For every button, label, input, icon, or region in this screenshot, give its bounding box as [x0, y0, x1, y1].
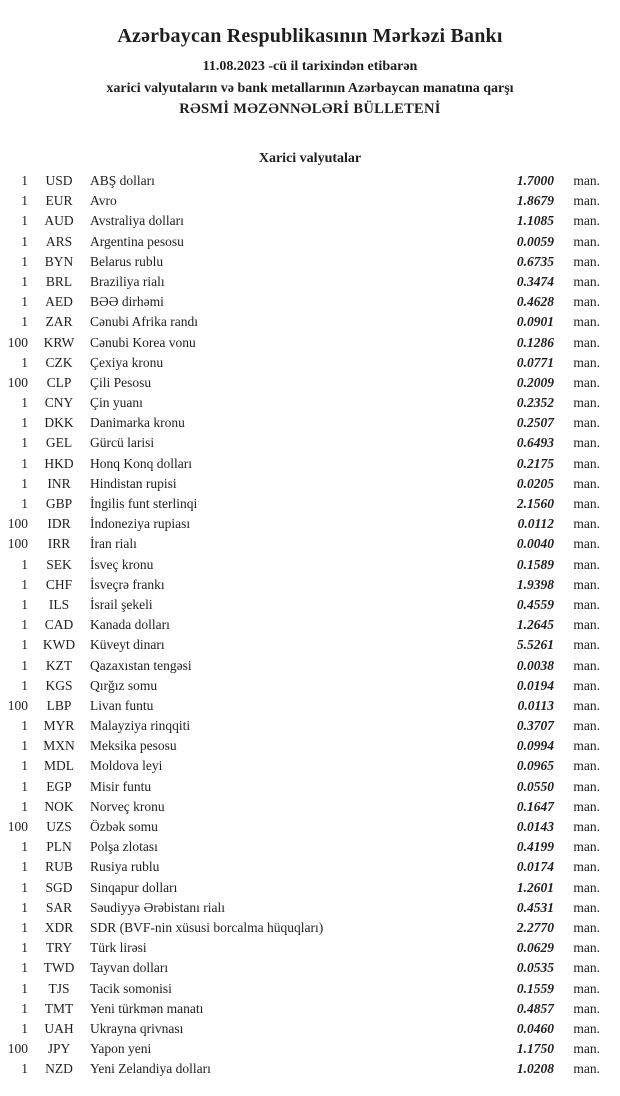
bank-name-title: Azərbaycan Respublikasının Mərkəzi Bankı — [117, 25, 503, 47]
rate-unit-cell: man. — [573, 576, 600, 592]
currency-name-cell: Avstraliya dolları — [90, 213, 184, 229]
quantity-cell: 1 — [21, 395, 28, 411]
currency-name-cell: SDR (BVF-nin xüsusi borcalma hüquqları) — [90, 919, 324, 935]
quantity-cell: 1 — [21, 556, 28, 572]
rate-value-cell: 0.0174 — [516, 859, 554, 875]
currency-code-cell: CAD — [44, 617, 74, 633]
rate-unit-cell: man. — [573, 415, 600, 431]
currency-code-cell: PLN — [46, 839, 72, 855]
rate-unit-cell: man. — [573, 536, 600, 552]
currency-name-cell: Polşa zlotası — [90, 839, 158, 855]
table-row — [0, 191, 620, 211]
rate-unit-cell: man. — [573, 899, 600, 915]
table-row — [0, 716, 620, 736]
currency-name-cell: Avro — [90, 193, 117, 209]
rate-unit-cell: man. — [573, 334, 600, 350]
quantity-cell: 100 — [7, 374, 28, 390]
table-row — [0, 635, 620, 655]
rate-value-cell: 0.0535 — [516, 960, 554, 976]
table-row — [0, 857, 620, 877]
rate-unit-cell: man. — [573, 819, 600, 834]
table-row — [0, 353, 620, 373]
quantity-cell: 1 — [21, 213, 28, 229]
currency-code-cell: UZS — [46, 819, 72, 834]
rate-unit-cell: man. — [573, 1020, 600, 1036]
currency-name-cell: Belarus rublu — [90, 253, 164, 269]
currency-code-cell: CNY — [44, 395, 74, 411]
quantity-cell: 1 — [21, 677, 28, 693]
quantity-cell: 1 — [21, 273, 28, 289]
currency-name-cell: Yeni Zelandiya dolları — [90, 1061, 211, 1077]
quantity-cell: 1 — [21, 637, 28, 653]
currency-name-cell: Argentina pesosu — [90, 233, 184, 249]
currency-name-cell: BƏƏ dirhəmi — [90, 294, 164, 310]
currency-name-cell: İsrail şekeli — [90, 596, 153, 612]
currency-code-cell: RUB — [45, 859, 73, 875]
currency-name-cell: Çili Pesosu — [90, 374, 152, 390]
rate-unit-cell: man. — [573, 697, 600, 713]
quantity-cell: 1 — [21, 455, 28, 471]
rate-value-cell: 0.0059 — [516, 233, 554, 249]
currency-name-cell: İndoneziya rupiası — [90, 516, 191, 532]
table-row — [0, 555, 620, 575]
rate-unit-cell: man. — [573, 455, 600, 471]
rate-value-cell: 0.0112 — [517, 516, 554, 532]
table-row — [0, 514, 620, 534]
table-row — [0, 454, 620, 474]
quantity-cell: 1 — [21, 1000, 28, 1016]
quantity-cell: 1 — [21, 253, 28, 269]
rate-unit-cell: man. — [573, 273, 600, 289]
rate-unit-cell: man. — [573, 596, 600, 612]
rate-value-cell: 1.8679 — [516, 193, 554, 209]
currency-code-cell: KRW — [43, 334, 75, 350]
currency-name-cell: Moldova leyi — [90, 758, 163, 774]
rate-unit-cell: man. — [573, 879, 600, 895]
section-title-foreign-currencies: Xarici valyutalar — [258, 151, 362, 166]
currency-name-cell: İran rialı — [90, 536, 137, 552]
rate-value-cell: 1.0208 — [516, 1061, 554, 1077]
currency-code-cell: HKD — [44, 455, 74, 471]
currency-name-cell: Səudiyyə Ərəbistanı rialı — [90, 899, 225, 915]
table-row — [0, 696, 620, 716]
rate-value-cell: 1.9398 — [516, 576, 554, 592]
rate-value-cell: 1.2645 — [516, 617, 554, 633]
table-row — [0, 979, 620, 999]
rate-unit-cell: man. — [573, 758, 600, 774]
table-row — [0, 433, 620, 453]
currency-code-cell: SEK — [46, 556, 72, 572]
currency-code-cell: USD — [45, 173, 73, 188]
currency-name-cell: Yapon yeni — [90, 1041, 152, 1057]
quantity-cell: 1 — [21, 919, 28, 935]
quantity-cell: 1 — [21, 738, 28, 754]
rate-value-cell: 0.3707 — [516, 718, 554, 734]
quantity-cell: 1 — [21, 173, 28, 188]
effective-date-line: 11.08.2023 -cü il tarixindən etibarən — [202, 59, 418, 74]
currency-name-cell: Çexiya kronu — [90, 354, 164, 370]
quantity-cell: 1 — [21, 980, 28, 996]
table-row — [0, 373, 620, 393]
currency-name-cell: Honq Konq dolları — [90, 455, 192, 471]
rate-value-cell: 0.6493 — [516, 435, 554, 451]
currency-name-cell: Kanada dolları — [90, 617, 170, 633]
rate-unit-cell: man. — [573, 253, 600, 269]
currency-code-cell: EGP — [46, 778, 72, 794]
quantity-cell: 1 — [21, 879, 28, 895]
currency-name-cell: İsveç kronu — [90, 556, 154, 572]
rate-value-cell: 0.0550 — [516, 778, 554, 794]
rate-unit-cell: man. — [573, 839, 600, 855]
rate-value-cell: 0.0629 — [516, 940, 554, 956]
rate-unit-cell: man. — [573, 233, 600, 249]
rate-unit-cell: man. — [573, 395, 600, 411]
currency-code-cell: TWD — [43, 960, 75, 976]
currency-name-cell: Misir funtu — [90, 778, 152, 794]
table-row — [0, 595, 620, 615]
quantity-cell: 1 — [21, 798, 28, 814]
table-row — [0, 575, 620, 595]
currency-code-cell: ARS — [45, 233, 73, 249]
currency-code-cell: BYN — [44, 253, 74, 269]
currency-name-cell: Çin yuanı — [90, 395, 143, 411]
rate-value-cell: 1.1085 — [516, 213, 554, 229]
quantity-cell: 1 — [21, 1061, 28, 1077]
rate-unit-cell: man. — [573, 354, 600, 370]
currency-name-cell: ABŞ dolları — [90, 173, 155, 188]
currency-code-cell: GBP — [45, 496, 73, 511]
quantity-cell: 100 — [7, 819, 28, 834]
rate-unit-cell: man. — [573, 1061, 600, 1077]
currency-name-cell: Tayvan dolları — [90, 960, 169, 976]
rate-unit-cell: man. — [573, 798, 600, 814]
rate-value-cell: 0.2175 — [516, 455, 554, 471]
table-row — [0, 999, 620, 1019]
quantity-cell: 100 — [7, 697, 28, 713]
table-row — [0, 474, 620, 494]
rate-value-cell: 2.2770 — [516, 919, 554, 935]
table-row — [0, 534, 620, 554]
currency-code-cell: AUD — [44, 213, 74, 229]
quantity-cell: 1 — [21, 859, 28, 875]
currency-code-cell: MDL — [44, 758, 74, 774]
rate-unit-cell: man. — [573, 677, 600, 693]
quantity-cell: 1 — [21, 496, 28, 511]
rate-unit-cell: man. — [573, 980, 600, 996]
rate-unit-cell: man. — [573, 556, 600, 572]
rate-value-cell: 0.1647 — [516, 798, 554, 814]
table-row — [0, 918, 620, 938]
currency-code-cell: CZK — [45, 354, 73, 370]
currency-code-cell: INR — [47, 475, 71, 491]
quantity-cell: 1 — [21, 899, 28, 915]
rate-unit-cell: man. — [573, 718, 600, 734]
currency-name-cell: Malayziya rinqqiti — [90, 718, 191, 734]
currency-code-cell: IRR — [47, 536, 71, 552]
currency-code-cell: TJS — [48, 980, 70, 996]
rate-value-cell: 0.0965 — [516, 758, 554, 774]
table-row — [0, 756, 620, 776]
rate-value-cell: 0.0113 — [517, 697, 554, 713]
rate-value-cell: 0.4628 — [516, 294, 554, 310]
rate-unit-cell: man. — [573, 435, 600, 451]
currency-code-cell: XDR — [44, 919, 74, 935]
rate-unit-cell: man. — [573, 738, 600, 754]
rate-value-cell: 0.0194 — [516, 677, 554, 693]
quantity-cell: 1 — [21, 233, 28, 249]
rate-value-cell: 0.0205 — [516, 475, 554, 491]
table-row — [0, 958, 620, 978]
rate-value-cell: 2.1560 — [516, 496, 554, 511]
currency-code-cell: LBP — [46, 697, 72, 713]
rate-unit-cell: man. — [573, 213, 600, 229]
rate-value-cell: 1.7000 — [516, 173, 554, 188]
quantity-cell: 1 — [21, 960, 28, 976]
rate-value-cell: 0.6735 — [516, 253, 554, 269]
currency-name-cell: Hindistan rupisi — [90, 475, 177, 491]
rate-unit-cell: man. — [573, 637, 600, 653]
rate-value-cell: 0.2507 — [516, 415, 554, 431]
rate-unit-cell: man. — [573, 919, 600, 935]
rate-value-cell: 1.1750 — [516, 1041, 554, 1057]
quantity-cell: 1 — [21, 940, 28, 956]
rate-unit-cell: man. — [573, 1041, 600, 1057]
currency-code-cell: ZAR — [45, 314, 73, 330]
rate-value-cell: 0.0040 — [516, 536, 554, 552]
currency-name-cell: Ukrayna qrivnası — [90, 1020, 184, 1036]
rate-value-cell: 0.4559 — [516, 596, 554, 612]
rate-unit-cell: man. — [573, 1000, 600, 1016]
rate-value-cell: 0.1286 — [516, 334, 554, 350]
rate-value-cell: 0.1559 — [516, 980, 554, 996]
currency-code-cell: TMT — [44, 1000, 74, 1016]
table-row — [0, 615, 620, 635]
quantity-cell: 1 — [21, 718, 28, 734]
rate-value-cell: 0.0038 — [516, 657, 554, 673]
rate-value-cell: 0.1589 — [516, 556, 554, 572]
currency-name-cell: Türk lirəsi — [90, 940, 147, 956]
currency-name-cell: Norveç kronu — [90, 798, 165, 814]
currency-code-cell: MYR — [43, 718, 75, 734]
rate-value-cell: 0.4857 — [516, 1000, 554, 1016]
currency-name-cell: Gürcü larisi — [90, 435, 155, 451]
currency-code-cell: DKK — [44, 415, 74, 431]
table-row — [0, 736, 620, 756]
quantity-cell: 1 — [21, 193, 28, 209]
rate-unit-cell: man. — [573, 173, 600, 188]
currency-name-cell: Qırğız somu — [90, 677, 158, 693]
table-row — [0, 292, 620, 312]
table-row — [0, 837, 620, 857]
currency-name-cell: İsveçrə frankı — [90, 576, 165, 592]
quantity-cell: 1 — [21, 576, 28, 592]
rate-value-cell: 1.2601 — [516, 879, 554, 895]
quantity-cell: 1 — [21, 314, 28, 330]
currency-code-cell: NZD — [45, 1061, 73, 1077]
currency-name-cell: Meksika pesosu — [90, 738, 177, 754]
currency-code-cell: UAH — [44, 1020, 74, 1036]
currency-name-cell: Sinqapur dolları — [90, 879, 178, 895]
exchange-rates-table — [0, 171, 620, 1079]
rate-unit-cell: man. — [573, 374, 600, 390]
table-row — [0, 817, 620, 837]
rate-value-cell: 5.5261 — [516, 637, 554, 653]
currency-code-cell: TRY — [45, 940, 73, 956]
quantity-cell: 100 — [7, 1041, 28, 1057]
currency-code-cell: JPY — [47, 1041, 71, 1057]
rate-value-cell: 0.0460 — [516, 1020, 554, 1036]
rate-unit-cell: man. — [573, 960, 600, 976]
table-row — [0, 333, 620, 353]
currency-name-cell: Danimarka kronu — [90, 415, 185, 431]
currency-name-cell: Özbək somu — [90, 819, 158, 834]
table-row — [0, 656, 620, 676]
subject-line: xarici valyutaların və bank metallarının Azərbaycan manatına qarşı — [106, 81, 514, 96]
quantity-cell: 1 — [21, 839, 28, 855]
quantity-cell: 1 — [21, 294, 28, 310]
currency-code-cell: BRL — [45, 273, 73, 289]
quantity-cell: 1 — [21, 596, 28, 612]
rate-unit-cell: man. — [573, 859, 600, 875]
currency-name-cell: Livan funtu — [90, 697, 154, 713]
quantity-cell: 100 — [7, 516, 28, 532]
currency-code-cell: SGD — [45, 879, 73, 895]
quantity-cell: 1 — [21, 657, 28, 673]
currency-code-cell: KZT — [45, 657, 73, 673]
table-row — [0, 797, 620, 817]
table-row — [0, 878, 620, 898]
rate-unit-cell: man. — [573, 496, 600, 511]
currency-code-cell: SAR — [45, 899, 73, 915]
table-row — [0, 272, 620, 292]
table-row — [0, 171, 620, 191]
currency-name-cell: Braziliya rialı — [90, 273, 165, 289]
currency-code-cell: ILS — [48, 596, 70, 612]
table-row — [0, 777, 620, 797]
quantity-cell: 1 — [21, 1020, 28, 1036]
rate-value-cell: 0.0901 — [516, 314, 554, 330]
rate-unit-cell: man. — [573, 193, 600, 209]
quantity-cell: 100 — [7, 334, 28, 350]
quantity-cell: 1 — [21, 475, 28, 491]
rate-unit-cell: man. — [573, 940, 600, 956]
table-row — [0, 211, 620, 231]
currency-name-cell: Cənubi Afrika randı — [90, 314, 198, 330]
currency-name-cell: Küveyt dinarı — [90, 637, 165, 653]
rate-value-cell: 0.3474 — [516, 273, 554, 289]
rate-value-cell: 0.0771 — [516, 354, 554, 370]
currency-code-cell: KWD — [42, 637, 76, 653]
currency-code-cell: EUR — [45, 193, 73, 209]
currency-name-cell: Cənubi Korea vonu — [90, 334, 196, 350]
rate-unit-cell: man. — [573, 314, 600, 330]
bulletin-title: RƏSMİ MƏZƏNNƏLƏRİ BÜLLETENİ — [179, 101, 441, 117]
currency-name-cell: Yeni türkmən manatı — [90, 1000, 204, 1016]
currency-code-cell: KGS — [45, 677, 73, 693]
rate-value-cell: 0.2352 — [516, 395, 554, 411]
rate-unit-cell: man. — [573, 516, 600, 532]
rate-unit-cell: man. — [573, 475, 600, 491]
table-row — [0, 938, 620, 958]
quantity-cell: 1 — [21, 354, 28, 370]
currency-code-cell: GEL — [45, 435, 73, 451]
quantity-cell: 100 — [7, 536, 28, 552]
table-row — [0, 232, 620, 252]
currency-code-cell: IDR — [47, 516, 71, 532]
table-row — [0, 252, 620, 272]
quantity-cell: 1 — [21, 617, 28, 633]
rate-unit-cell: man. — [573, 778, 600, 794]
rate-value-cell: 0.4531 — [516, 899, 554, 915]
quantity-cell: 1 — [21, 435, 28, 451]
rate-value-cell: 0.0994 — [516, 738, 554, 754]
currency-code-cell: AED — [45, 294, 73, 310]
rate-unit-cell: man. — [573, 617, 600, 633]
currency-code-cell: CLP — [46, 374, 72, 390]
currency-code-cell: NOK — [44, 798, 74, 814]
currency-name-cell: Qazaxıstan tengəsi — [90, 657, 192, 673]
table-row — [0, 1059, 620, 1079]
currency-name-cell: İngilis funt sterlinqi — [90, 496, 198, 511]
quantity-cell: 1 — [21, 778, 28, 794]
currency-name-cell: Tacik somonisi — [90, 980, 172, 996]
currency-code-cell: MXN — [43, 738, 75, 754]
table-row — [0, 413, 620, 433]
table-row — [0, 393, 620, 413]
currency-name-cell: Rusiya rublu — [90, 859, 160, 875]
rate-value-cell: 0.0143 — [516, 819, 554, 834]
rate-unit-cell: man. — [573, 657, 600, 673]
table-row — [0, 676, 620, 696]
quantity-cell: 1 — [21, 758, 28, 774]
table-row — [0, 494, 620, 514]
quantity-cell: 1 — [21, 415, 28, 431]
table-row — [0, 898, 620, 918]
table-row — [0, 1019, 620, 1039]
table-row — [0, 1039, 620, 1059]
currency-code-cell: CHF — [45, 576, 73, 592]
table-row — [0, 312, 620, 332]
rate-unit-cell: man. — [573, 294, 600, 310]
rate-value-cell: 0.2009 — [516, 374, 554, 390]
rate-value-cell: 0.4199 — [516, 839, 554, 855]
